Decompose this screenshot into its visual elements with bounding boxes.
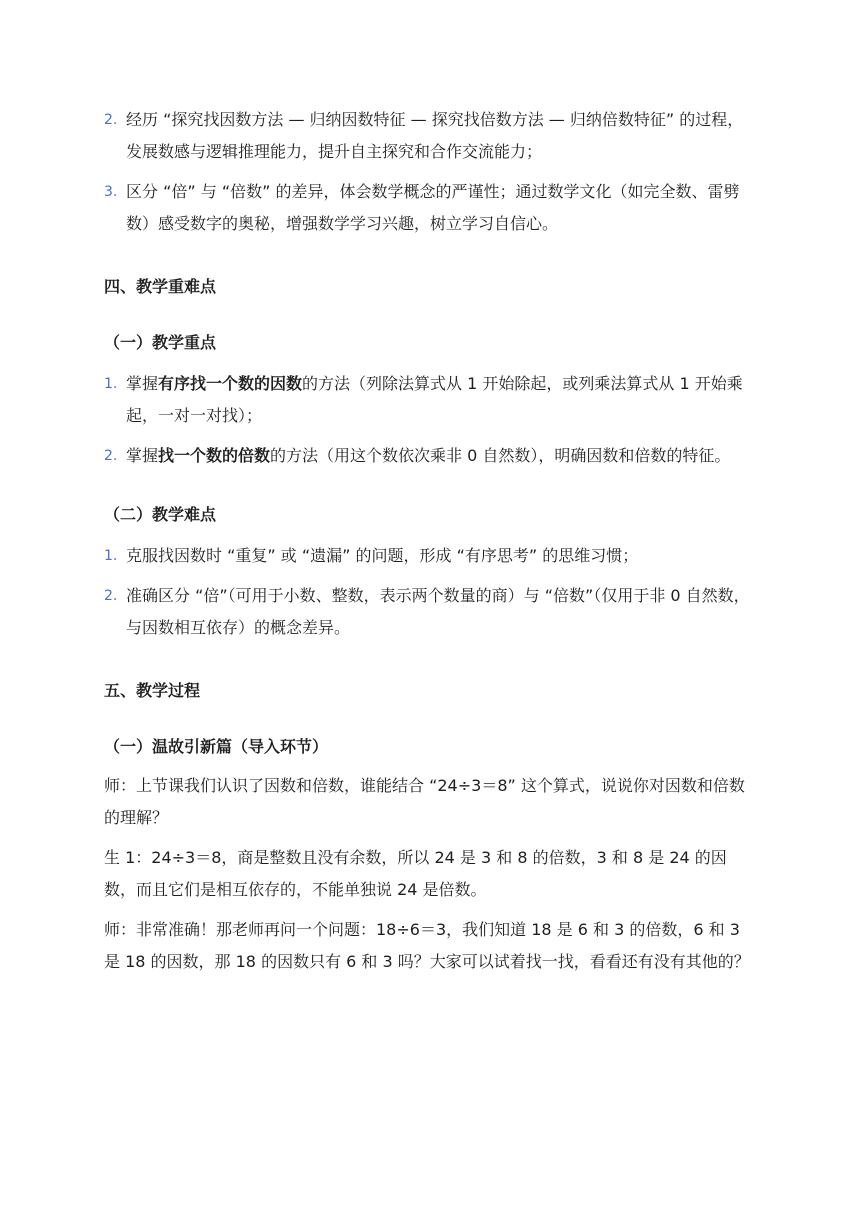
list-text: 克服找因数时 “重复” 或 “遗漏” 的问题，形成 “有序思考” 的思维习惯；	[126, 546, 639, 565]
list-item	[104, 368, 756, 432]
list-number: 2.	[104, 588, 118, 604]
document-body	[104, 104, 756, 978]
list-text-pre: 掌握	[126, 374, 159, 393]
list-number: 3.	[104, 184, 118, 200]
list-item	[104, 540, 756, 572]
list-text: 准确区分 “倍”（可用于小数、整数，表示两个数量的商）与 “倍数”（仅用于非 0 自然数，与因数相互依存）的概念差异。	[126, 586, 750, 637]
subsection-heading: （一）温故引新篇（导入环节）	[104, 737, 329, 756]
list-number: 2.	[104, 448, 118, 464]
subsection-heading: （一）教学重点	[104, 333, 217, 352]
list-text-bold: 找一个数的倍数	[158, 446, 271, 465]
list-text: 区分 “倍” 与 “倍数” 的差异，体会数学概念的严谨性；通过数学文化（如完全数、雷劈数）感受数字的奥秘，增强数学学习兴趣，树立学习自信心。	[126, 182, 740, 233]
section-heading: 四、教学重难点	[104, 277, 217, 296]
list-text-post: 的方法（用这个数依次乘非 0 自然数），明确因数和倍数的特征。	[270, 446, 731, 465]
list-item	[104, 580, 756, 644]
list-number: 2.	[104, 112, 118, 128]
list-item	[104, 176, 756, 240]
section-heading: 五、教学过程	[104, 681, 201, 700]
list-text-pre: 掌握	[126, 446, 159, 465]
list-item	[104, 104, 756, 168]
subsection-heading: （二）教学难点	[104, 505, 217, 524]
list-number: 1.	[104, 376, 118, 392]
list-text: 经历 “探究找因数方法 — 归纳因数特征 — 探究找倍数方法 — 归纳倍数特征” 的过程，发展数感与逻辑推理能力，提升自主探究和合作交流能力；	[126, 110, 744, 161]
list-number: 1.	[104, 548, 118, 564]
list-item	[104, 440, 756, 472]
list-text-post: 的方法（列除法算式从 1 开始除起，或列乘法算式从 1 开始乘起，一对一对找）；	[126, 374, 743, 425]
dialogue-paragraph: 师：非常准确！那老师再问一个问题：18÷6＝3，我们知道 18 是 6 和 3 的倍数，6 和 3 是 18 的因数，那 18 的因数只有 6 和 3 吗？大家可以试着找一找，看看还有没有其他的？	[104, 920, 750, 971]
dialogue-paragraph: 生 1：24÷3＝8，商是整数且没有余数，所以 24 是 3 和 8 的倍数，3 和 8 是 24 的因数，而且它们是相互依存的，不能单独说 24 是倍数。	[104, 848, 727, 899]
list-text-bold: 有序找一个数的因数	[158, 374, 303, 393]
dialogue-paragraph: 师：上节课我们认识了因数和倍数，谁能结合 “24÷3＝8” 这个算式，说说你对因数和倍数的理解？	[104, 776, 745, 827]
